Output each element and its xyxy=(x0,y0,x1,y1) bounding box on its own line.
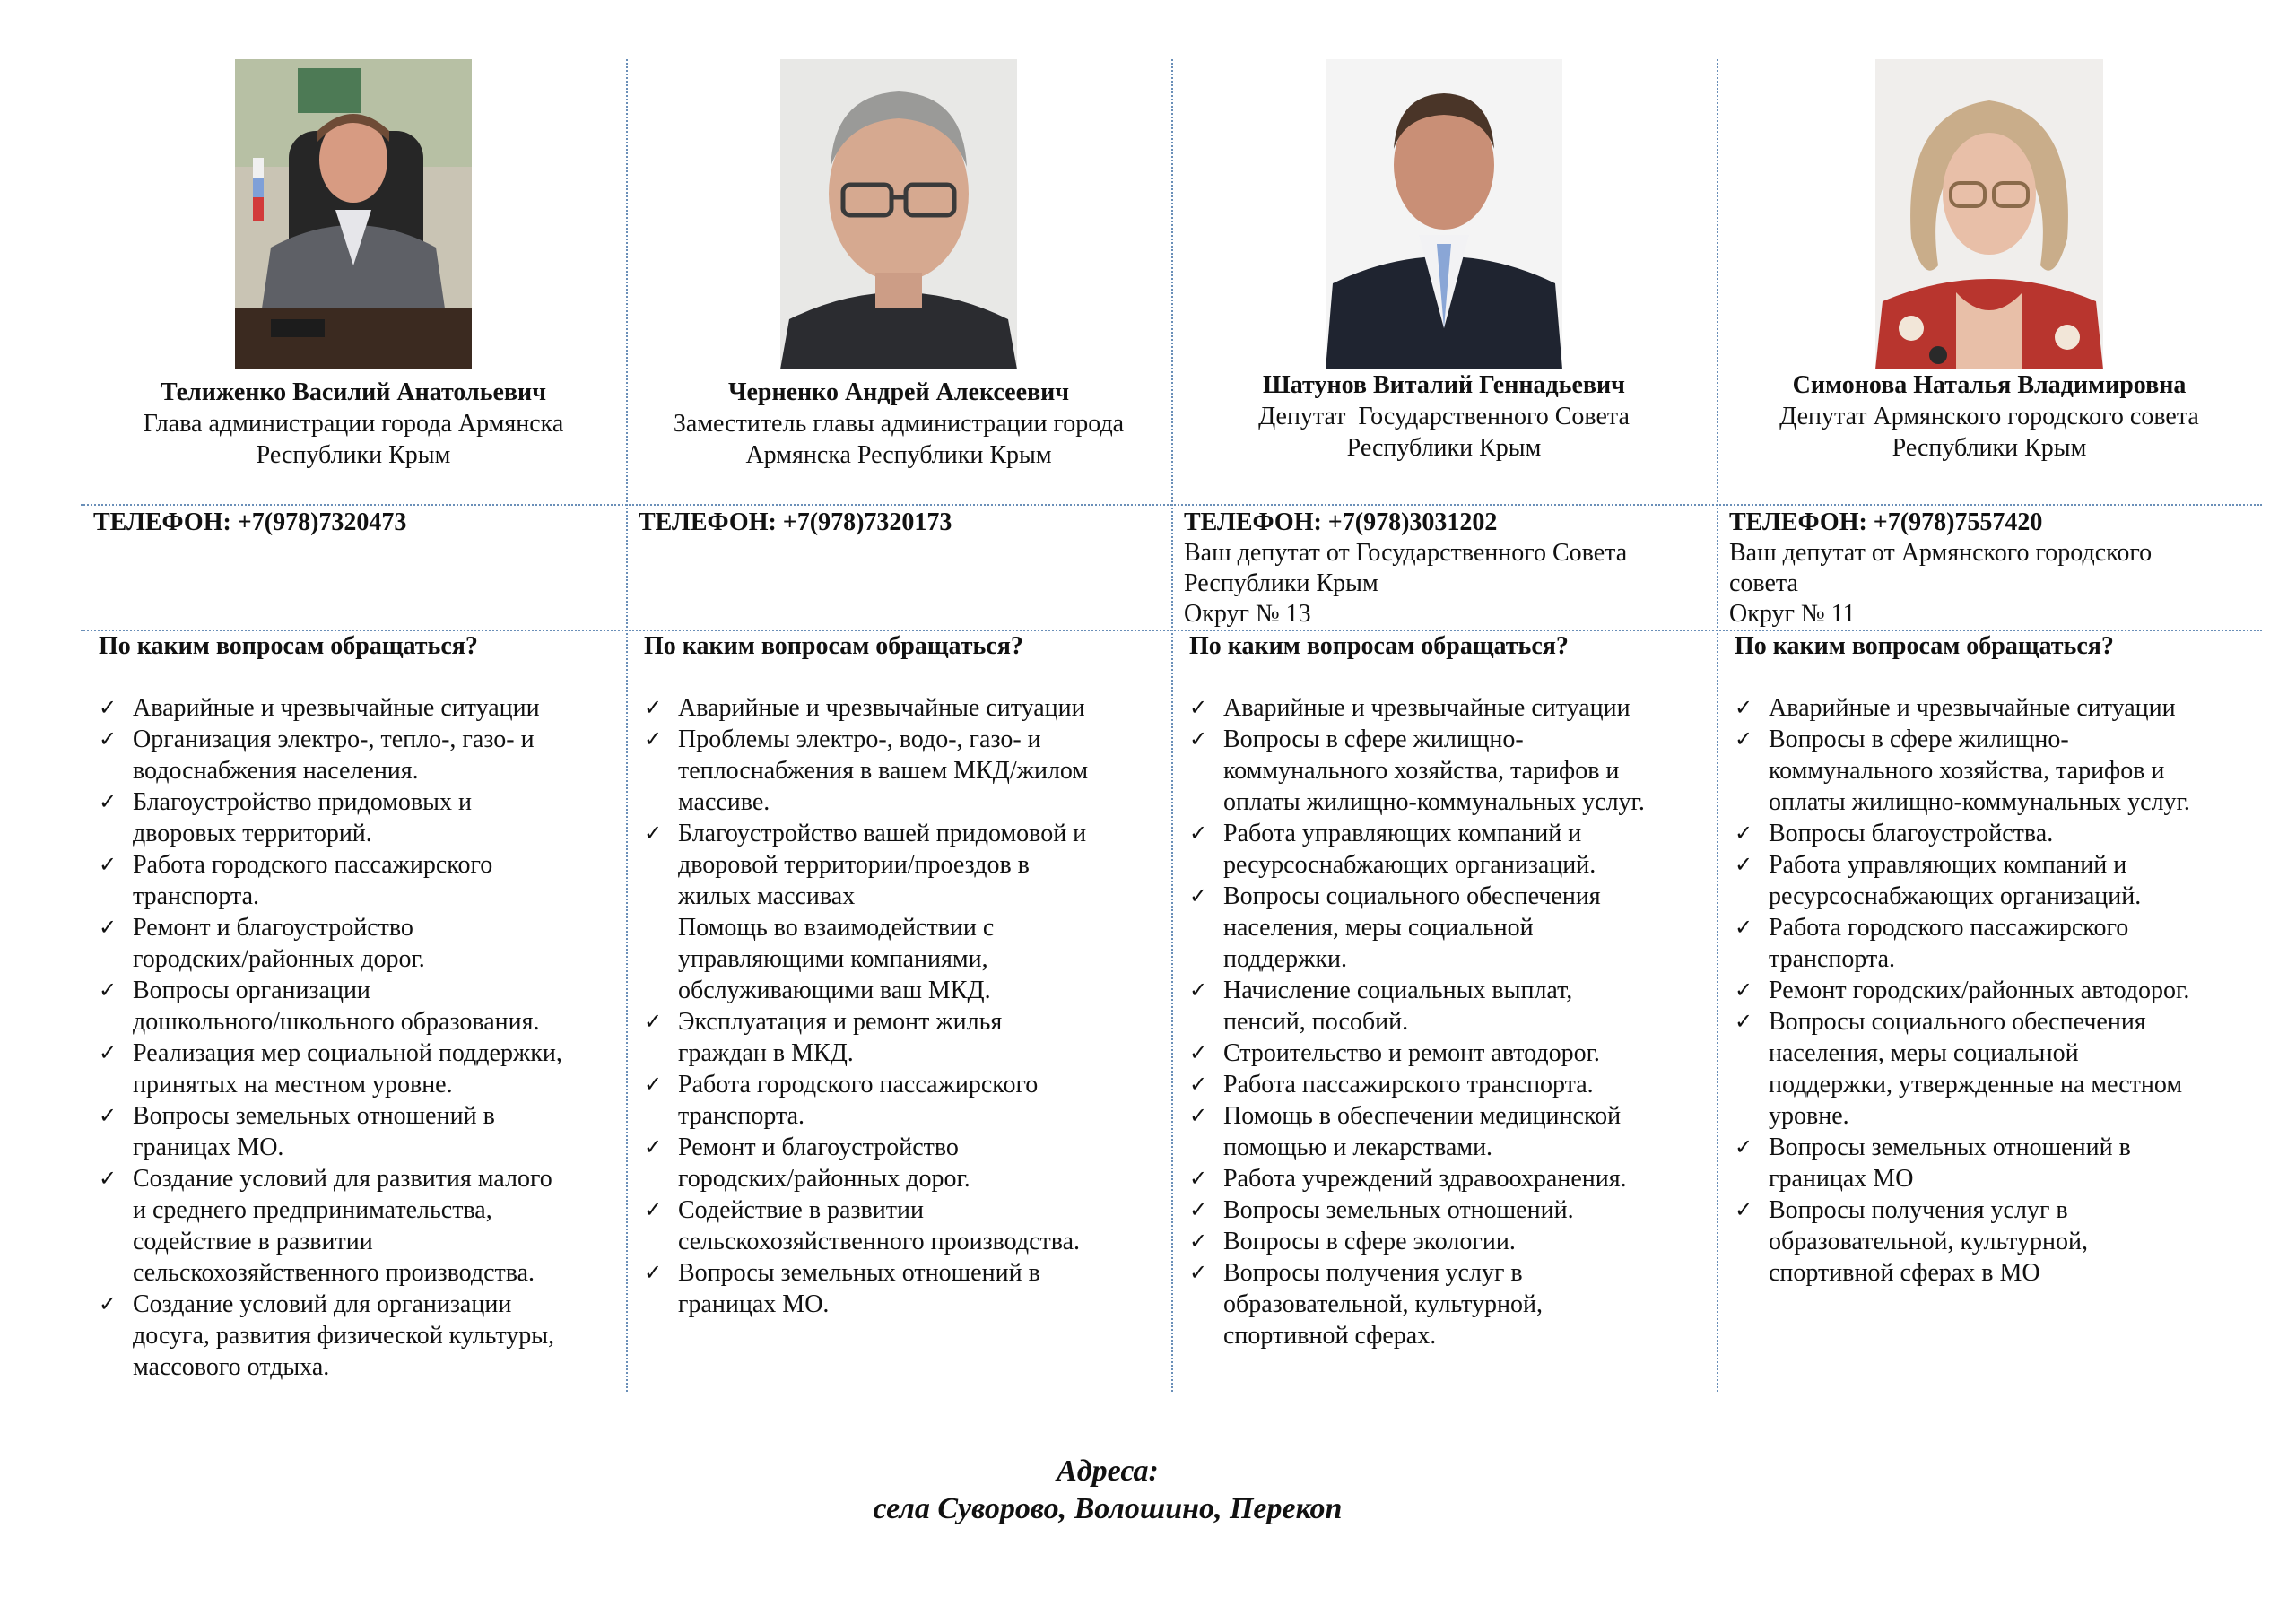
topic-item: ✓ Проблемы электро-, водо-, газо- и теплоснабжения в вашем МКД/жилом массиве. xyxy=(644,725,1089,816)
person-name: Черненко Андрей Алексеевич xyxy=(727,378,1070,406)
phone-label: ТЕЛЕФОН: xyxy=(639,508,777,536)
check-icon: ✓ xyxy=(99,1291,117,1316)
district-info-line: Республики Крым xyxy=(1184,569,1378,597)
check-icon: ✓ xyxy=(1189,1166,1208,1191)
phone-number: +7(978)7557420 xyxy=(1873,508,2043,536)
person-name-block xyxy=(1717,369,2262,464)
district-info-line: Ваш депутат от Государственного Совета xyxy=(1184,539,1628,567)
check-icon: ✓ xyxy=(1735,1009,1753,1034)
person-role-line: Депутат Государственного Совета xyxy=(1258,403,1630,430)
district-info-line: Округ № 11 xyxy=(1729,600,1856,628)
topic-item: ✓ Строительство и ремонт автодорог. xyxy=(1189,1039,1600,1067)
person-card-3 xyxy=(1717,59,2262,1392)
check-icon: ✓ xyxy=(1735,915,1753,940)
contact-block xyxy=(1184,508,1711,630)
check-icon: ✓ xyxy=(1189,695,1208,720)
phone-label: ТЕЛЕФОН: xyxy=(93,508,231,536)
check-icon: ✓ xyxy=(1735,852,1753,877)
person-name-block xyxy=(626,377,1171,471)
check-icon: ✓ xyxy=(644,1134,663,1159)
address-text: села Суворово, Волошино, Перекоп xyxy=(873,1492,1343,1525)
check-icon: ✓ xyxy=(99,726,117,751)
district-info-line: Ваш депутат от Армянского городского xyxy=(1729,539,2152,567)
check-icon: ✓ xyxy=(1189,1197,1208,1222)
check-icon: ✓ xyxy=(644,1009,663,1034)
phone-line xyxy=(93,508,621,538)
questions-heading: По каким вопросам обращаться? xyxy=(1189,632,1569,660)
topic-item: ✓ Эксплуатация и ремонт жилья граждан в МКД. xyxy=(644,1008,1003,1067)
topic-item: ✓ Создание условий для развития малого и среднего предпринимательства, содействие в развитии сельскохозяйственного производства. xyxy=(99,1165,552,1287)
topic-item: ✓ Помощь в обеспечении медицинской помощью и лекарствами. xyxy=(1189,1102,1622,1161)
topics-list xyxy=(1184,692,1709,1351)
person-name: Шатунов Виталий Геннадьевич xyxy=(1263,371,1625,399)
topics-list xyxy=(639,692,1164,1320)
portrait-photo-icon xyxy=(1875,59,2103,369)
check-icon: ✓ xyxy=(99,1103,117,1128)
district-info-line: Округ № 13 xyxy=(1184,600,1311,628)
contact-block xyxy=(1729,508,2257,630)
check-icon: ✓ xyxy=(1735,977,1753,1003)
person-card-2 xyxy=(1171,59,1717,1392)
check-icon: ✓ xyxy=(1735,821,1753,846)
check-icon: ✓ xyxy=(644,1260,663,1285)
questions-heading: По каким вопросам обращаться? xyxy=(99,632,478,660)
phone-label: ТЕЛЕФОН: xyxy=(1729,508,1867,536)
topic-item: ✓ Работа пассажирского транспорта. xyxy=(1189,1071,1594,1099)
check-icon: ✓ xyxy=(99,695,117,720)
contact-block xyxy=(93,508,621,538)
check-icon: ✓ xyxy=(1189,1040,1208,1065)
phone-label: ТЕЛЕФОН: xyxy=(1184,508,1322,536)
topic-item: ✓ Работа городского пассажирского транспорта. xyxy=(1735,914,2129,973)
topic-item: ✓ Вопросы организации дошкольного/школьного образования. xyxy=(99,977,540,1036)
check-icon: ✓ xyxy=(1735,1197,1753,1222)
topic-item: ✓ Аварийные и чрезвычайные ситуации xyxy=(1735,694,2176,722)
person-role-line: Республики Крым xyxy=(256,441,451,469)
check-icon: ✓ xyxy=(644,1072,663,1097)
phone-line xyxy=(1184,508,1711,538)
portrait-photo-icon xyxy=(1326,59,1562,369)
topic-item: ✓ Работа управляющих компаний и ресурсоснабжающих организаций. xyxy=(1735,851,2142,910)
person-name: Симонова Наталья Владимировна xyxy=(1792,371,2187,399)
topic-item: ✓ Работа учреждений здравоохранения. xyxy=(1189,1165,1627,1193)
check-icon: ✓ xyxy=(99,789,117,814)
topic-item: ✓ Работа управляющих компаний и ресурсоснабжающих организаций. xyxy=(1189,820,1596,879)
check-icon: ✓ xyxy=(1189,1103,1208,1128)
topic-item: ✓ Работа городского пассажирского транспорта. xyxy=(644,1071,1039,1130)
address-label: Адреса: xyxy=(1057,1455,1159,1488)
address-block xyxy=(0,1453,2215,1528)
check-icon: ✓ xyxy=(1189,1229,1208,1254)
person-photo xyxy=(1326,59,1562,369)
topic-item: ✓ Вопросы земельных отношений в границах МО. xyxy=(644,1259,1040,1318)
check-icon: ✓ xyxy=(644,695,663,720)
check-icon: ✓ xyxy=(644,726,663,751)
topics-list xyxy=(1729,692,2255,1289)
topic-item: ✓ Создание условий для организации досуга, развития физической культуры, массового отдыха. xyxy=(99,1290,555,1381)
topic-item: ✓ Вопросы в сфере экологии. xyxy=(1189,1228,1516,1255)
phone-number: +7(978)7320173 xyxy=(782,508,952,536)
person-photo xyxy=(780,59,1017,369)
check-icon: ✓ xyxy=(99,852,117,877)
questions-heading: По каким вопросам обращаться? xyxy=(644,632,1023,660)
phone-number: +7(978)7320473 xyxy=(237,508,407,536)
phone-line xyxy=(1729,508,2257,538)
topic-item: ✓ Ремонт и благоустройство городских/районных дорог. xyxy=(99,914,425,973)
topic-item: ✓ Вопросы земельных отношений в границах МО. xyxy=(99,1102,495,1161)
topic-item: ✓ Реализация мер социальной поддержки, принятых на местном уровне. xyxy=(99,1039,562,1099)
topic-item: ✓ Вопросы получения услуг в образовательной, культурной, спортивной сферах. xyxy=(1189,1259,1543,1350)
check-icon: ✓ xyxy=(99,977,117,1003)
topic-item: ✓ Работа городского пассажирского транспорта. xyxy=(99,851,493,910)
person-role-line: Глава администрации города Армянска xyxy=(143,410,564,438)
person-photo xyxy=(235,59,472,369)
phone-number: +7(978)3031202 xyxy=(1327,508,1498,536)
topic-item: ✓ Вопросы земельных отношений. xyxy=(1189,1196,1574,1224)
topic-item: ✓ Вопросы в сфере жилищно- коммунального хозяйства, тарифов и оплаты жилищно-коммунальных услуг. xyxy=(1735,725,2190,816)
portrait-photo-icon xyxy=(780,59,1017,369)
district-info-line: совета xyxy=(1729,569,1798,597)
topic-item: ✓ Благоустройство вашей придомовой и дворовой территории/проездов в жилых массивах Помощь во взаимодействии с управляющими компаниями, обслуживающими ваш МКД. xyxy=(644,820,1087,1004)
topic-item: ✓ Ремонт городских/районных автодорог. xyxy=(1735,977,2190,1004)
person-card-0 xyxy=(81,59,626,1392)
topic-item: ✓ Аварийные и чрезвычайные ситуации xyxy=(1189,694,1631,722)
topics-list xyxy=(93,692,619,1383)
topic-item: ✓ Вопросы в сфере жилищно- коммунального хозяйства, тарифов и оплаты жилищно-коммунальных услуг. xyxy=(1189,725,1645,816)
person-name: Телиженко Василий Анатольевич xyxy=(161,378,546,406)
check-icon: ✓ xyxy=(1189,977,1208,1003)
topic-item: ✓ Ремонт и благоустройство городских/районных дорог. xyxy=(644,1133,970,1193)
topic-item: ✓ Вопросы социального обеспечения населения, меры социальной поддержки. xyxy=(1189,882,1601,973)
person-role-line: Армянска Республики Крым xyxy=(745,441,1052,469)
person-role-line: Республики Крым xyxy=(1892,434,2087,462)
check-icon: ✓ xyxy=(1189,1260,1208,1285)
person-name-block xyxy=(1171,369,1717,464)
topic-item: ✓ Вопросы благоустройства. xyxy=(1735,820,2054,847)
topic-item: ✓ Аварийные и чрезвычайные ситуации xyxy=(644,694,1085,722)
check-icon: ✓ xyxy=(1189,1072,1208,1097)
portrait-photo-icon xyxy=(235,59,472,369)
person-role-line: Заместитель главы администрации города xyxy=(673,410,1125,438)
check-icon: ✓ xyxy=(1735,695,1753,720)
check-icon: ✓ xyxy=(1189,726,1208,751)
person-photo xyxy=(1875,59,2103,369)
check-icon: ✓ xyxy=(99,1166,117,1191)
topic-item: ✓ Аварийные и чрезвычайные ситуации xyxy=(99,694,540,722)
topic-item: ✓ Организация электро-, тепло-, газо- и водоснабжения населения. xyxy=(99,725,535,785)
check-icon: ✓ xyxy=(1735,726,1753,751)
topic-item: ✓ Благоустройство придомовых и дворовых территорий. xyxy=(99,788,472,847)
check-icon: ✓ xyxy=(644,1197,663,1222)
topic-item: ✓ Содействие в развитии сельскохозяйственного производства. xyxy=(644,1196,1081,1255)
topic-item: ✓ Начисление социальных выплат, пенсий, пособий. xyxy=(1189,977,1573,1036)
check-icon: ✓ xyxy=(1189,883,1208,908)
topic-item: ✓ Вопросы социального обеспечения населения, меры социальной поддержки, утвержденные на местном уровне. xyxy=(1735,1008,2183,1130)
contact-block xyxy=(639,508,1166,538)
person-card-1 xyxy=(626,59,1171,1392)
contacts-table xyxy=(81,59,2262,1392)
questions-heading: По каким вопросам обращаться? xyxy=(1735,632,2114,660)
check-icon: ✓ xyxy=(644,821,663,846)
phone-line xyxy=(639,508,1166,538)
topic-item: ✓ Вопросы земельных отношений в границах МО xyxy=(1735,1133,2131,1193)
check-icon: ✓ xyxy=(1189,821,1208,846)
person-role-line: Республики Крым xyxy=(1346,434,1542,462)
check-icon: ✓ xyxy=(99,1040,117,1065)
person-role-line: Депутат Армянского городского совета xyxy=(1779,403,2199,430)
check-icon: ✓ xyxy=(1735,1134,1753,1159)
topic-item: ✓ Вопросы получения услуг в образовательной, культурной, спортивной сферах в МО xyxy=(1735,1196,2088,1287)
check-icon: ✓ xyxy=(99,915,117,940)
person-name-block xyxy=(81,377,626,471)
